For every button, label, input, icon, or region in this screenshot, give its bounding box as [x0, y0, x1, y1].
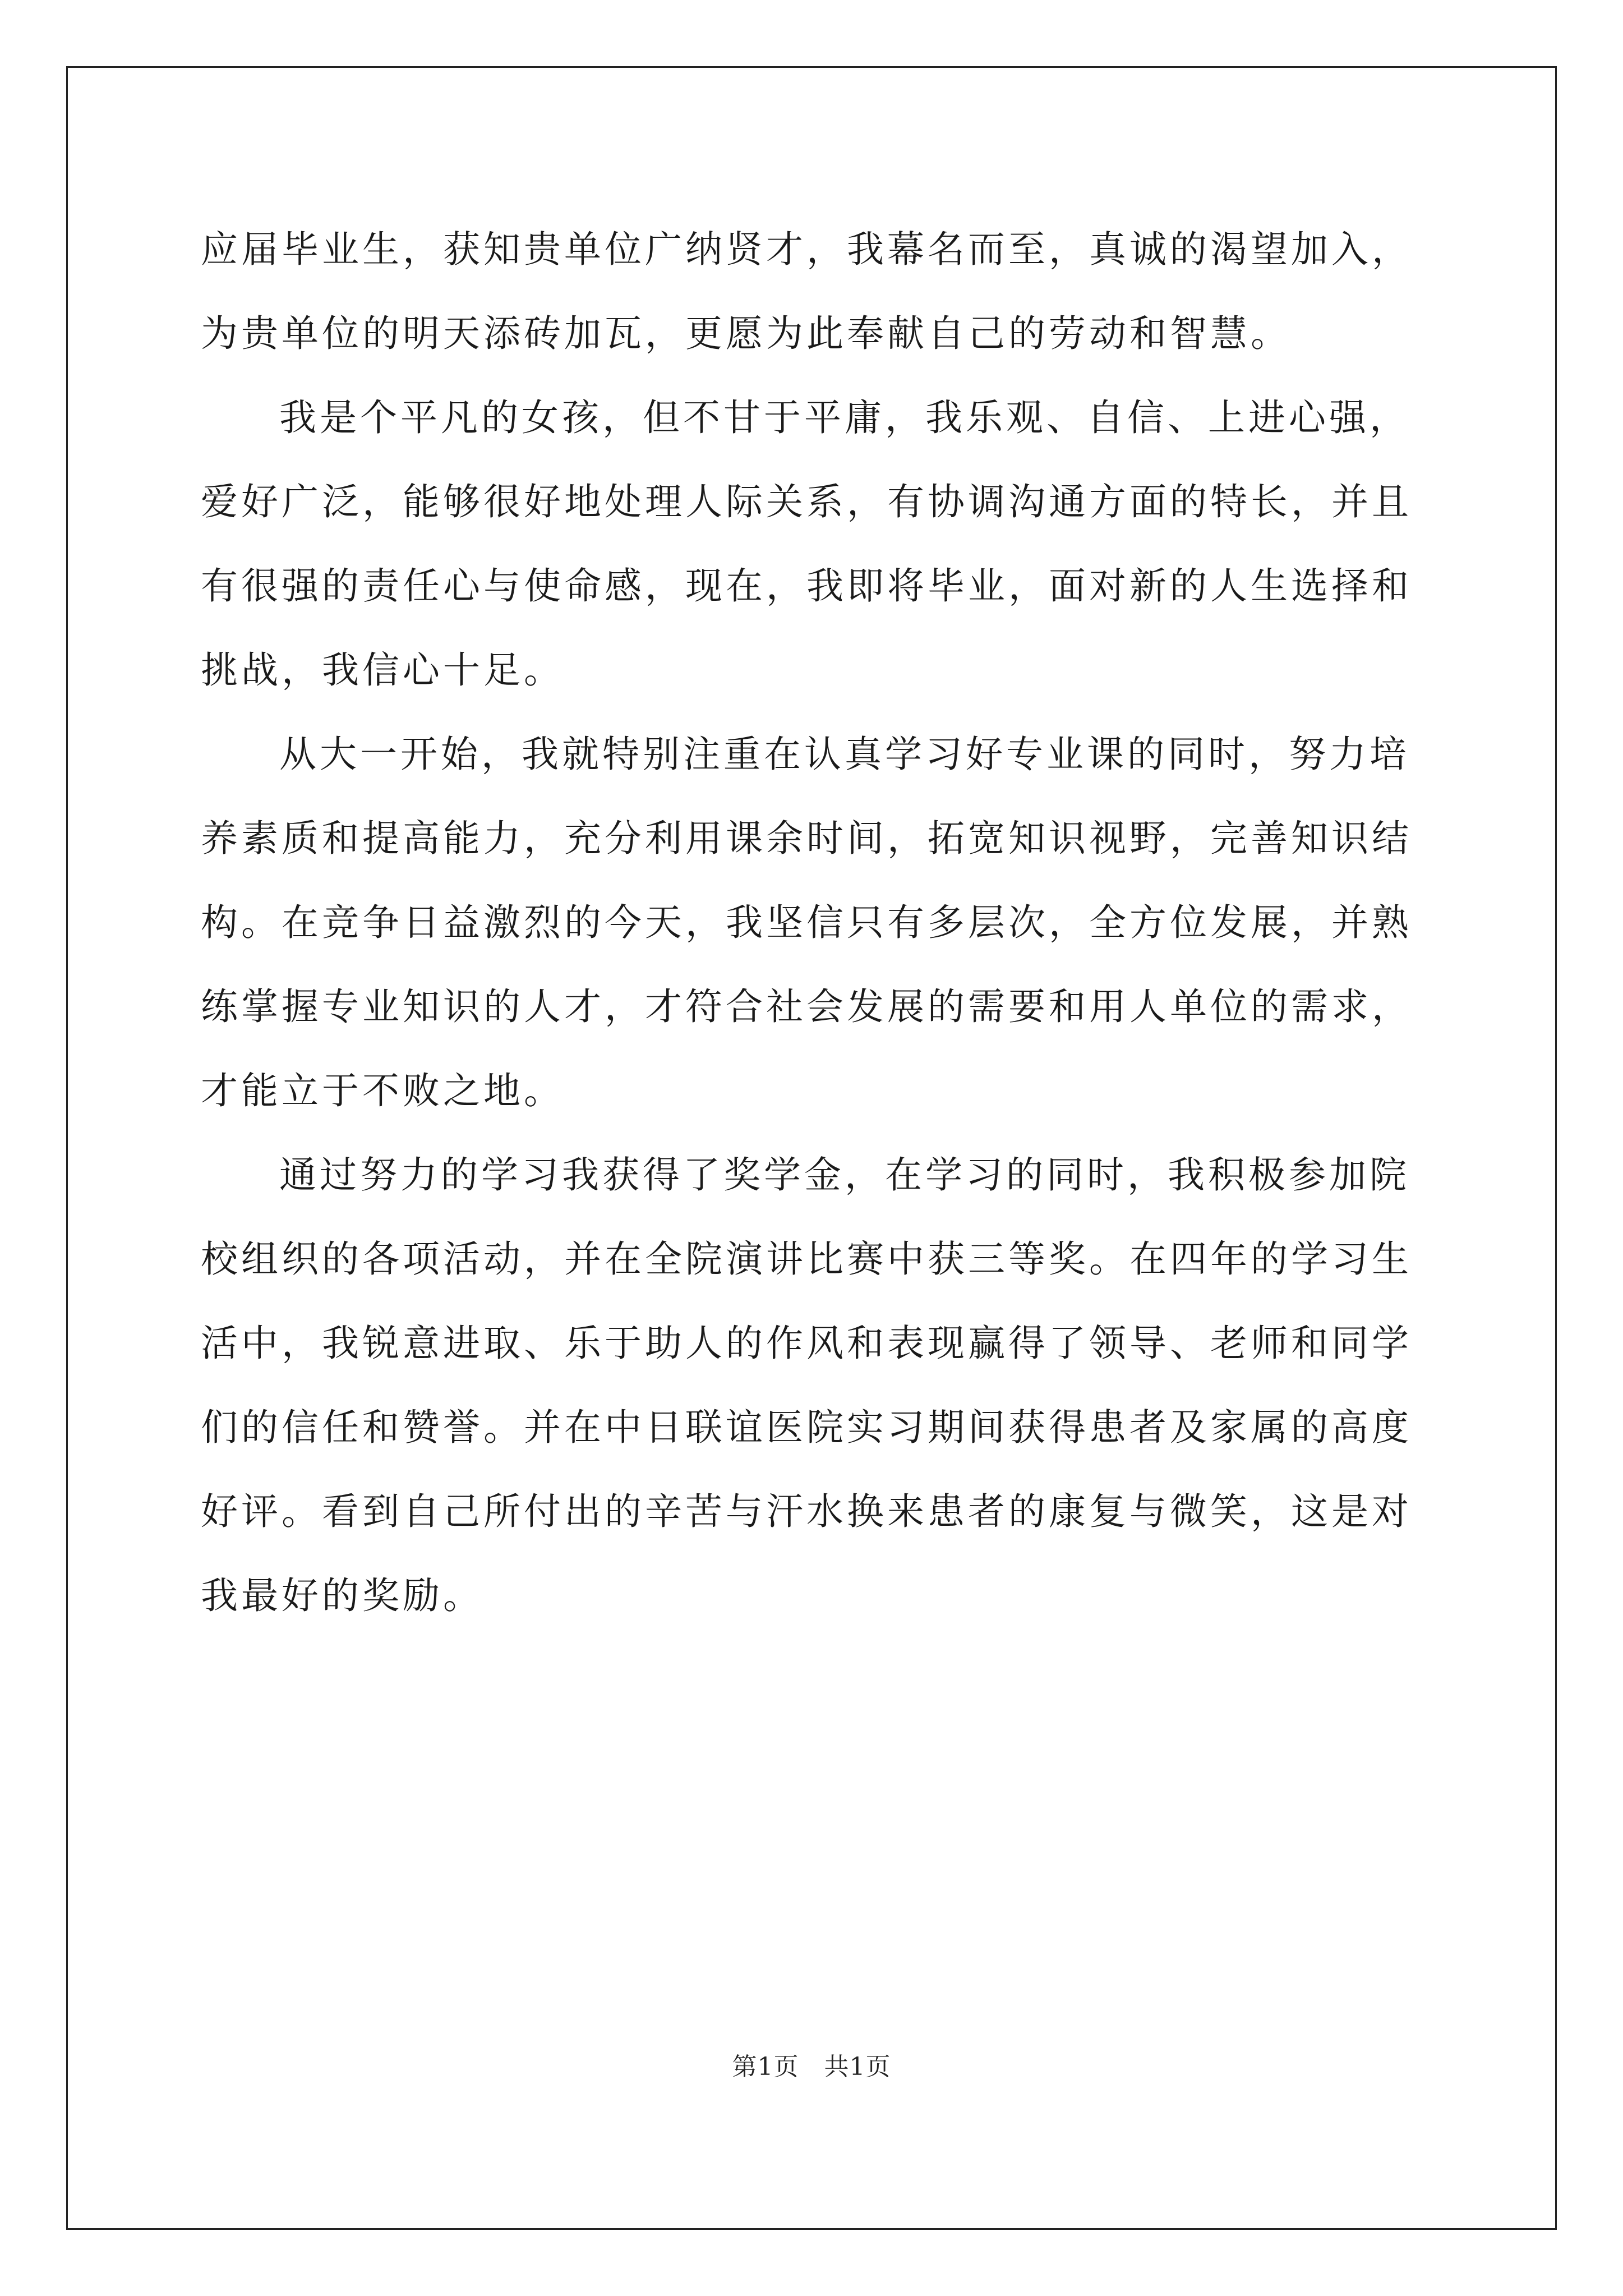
- paragraph-2: [201, 376, 1429, 712]
- text-line: 们的信任和赞誉。并在中日联谊医院实习期间获得患者及家属的高度: [201, 1406, 1412, 1449]
- text-line: 校组织的各项活动，并在全院演讲比赛中获三等奖。在四年的学习生: [201, 1237, 1412, 1281]
- text-line: 养素质和提高能力，充分利用课余时间，拓宽知识视野，完善知识结: [201, 817, 1412, 860]
- paragraph-1: [201, 208, 1429, 376]
- text-line: 好评。看到自己所付出的辛苦与汗水换来患者的康复与微笑，这是对: [201, 1490, 1412, 1533]
- text-line: 为贵单位的明天添砖加瓦，更愿为此奉献自己的劳动和智慧。: [201, 312, 1291, 355]
- text-line: 我最好的奖励。: [201, 1574, 483, 1617]
- text-line: 应届毕业生，获知贵单位广纳贤才，我幕名而至，真诚的渴望加入，: [201, 228, 1412, 271]
- page-number-footer: 第1页 共1页: [732, 2053, 891, 2081]
- text-line: 爱好广泛，能够很好地处理人际关系，有协调沟通方面的特长，并且: [201, 480, 1412, 523]
- document-body: [201, 208, 1429, 1638]
- text-line: 练掌握专业知识的人才，才符合社会发展的需要和用人单位的需求，: [201, 985, 1412, 1028]
- text-line: 通过努力的学习我获得了奖学金，在学习的同时，我积极参加院: [279, 1153, 1410, 1197]
- text-line: 有很强的责任心与使命感，现在，我即将毕业，面对新的人生选择和: [201, 564, 1412, 608]
- paragraph-3: [201, 712, 1429, 1133]
- text-line: 活中，我锐意进取、乐于助人的作风和表现赢得了领导、老师和同学: [201, 1322, 1412, 1365]
- text-line: 才能立于不败之地。: [201, 1069, 564, 1112]
- text-line: 从大一开始，我就特别注重在认真学习好专业课的同时，努力培: [279, 733, 1410, 776]
- text-line: 挑战，我信心十足。: [201, 648, 564, 692]
- text-line: 我是个平凡的女孩，但不甘于平庸，我乐观、自信、上进心强，: [279, 396, 1410, 439]
- text-line: 构。在竞争日益激烈的今天，我坚信只有多层次，全方位发展，并熟: [201, 901, 1412, 944]
- paragraph-4: [201, 1133, 1429, 1638]
